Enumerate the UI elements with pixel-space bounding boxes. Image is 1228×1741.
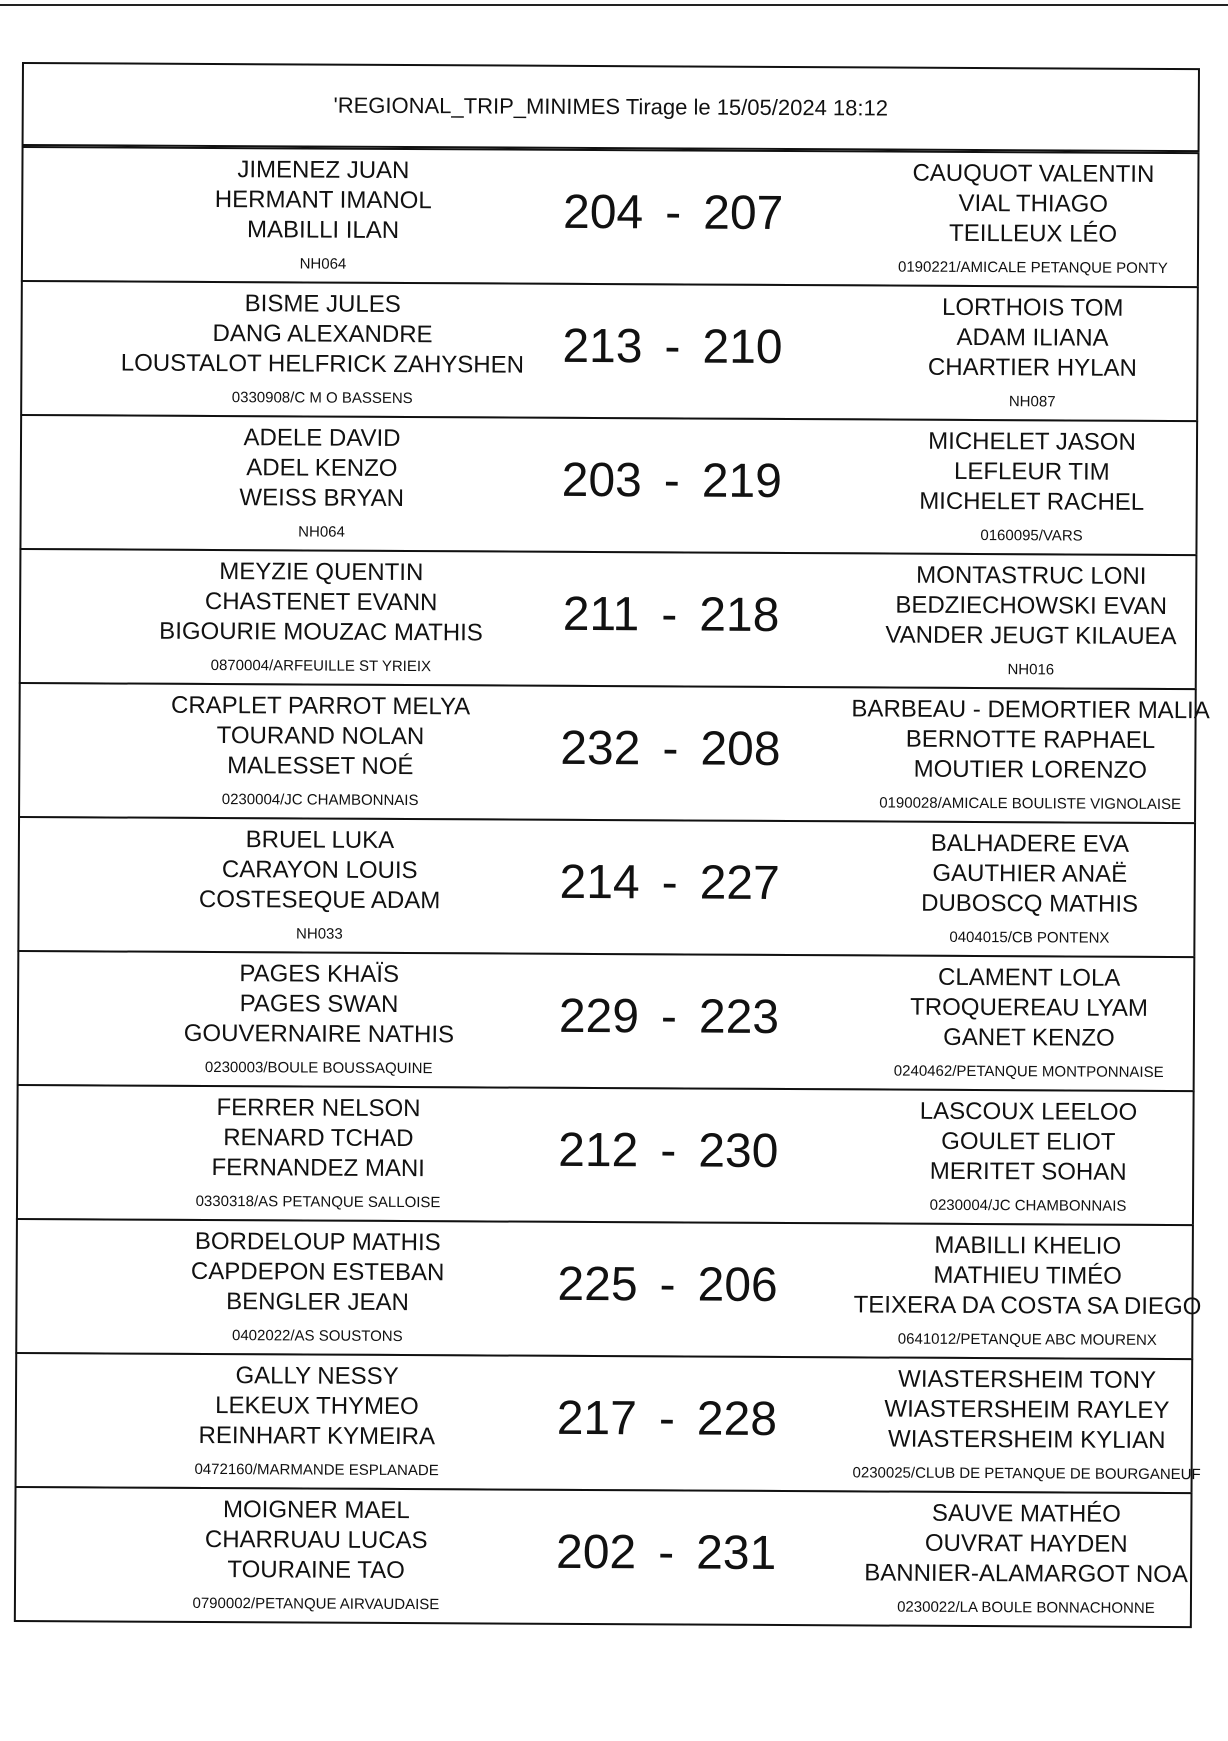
right-player-3: DUBOSCQ MATHIS — [921, 889, 1139, 918]
sheet-title: 'REGIONAL_TRIP_MINIMES Tirage le 15/05/2024 18:12 — [333, 92, 889, 121]
versus-dash: - — [660, 1124, 677, 1178]
left-player-1: MEYZIE QUENTIN — [219, 558, 424, 587]
right-team-number: 207 — [703, 186, 784, 240]
left-player-3: LOUSTALOT HELFRICK ZAHYSHEN — [120, 349, 525, 379]
left-team — [106, 1488, 527, 1622]
left-player-2: DANG ALEXANDRE — [212, 320, 433, 349]
right-player-1: LASCOUX LEELOO — [919, 1097, 1138, 1126]
left-club: NH033 — [296, 925, 343, 943]
left-club: 0402022/AS SOUSTONS — [231, 1327, 403, 1346]
left-player-3: REINHART KYMEIRA — [198, 1421, 436, 1451]
left-player-3: BIGOURIE MOUZAC MATHIS — [159, 617, 483, 647]
right-club: 0190028/AMICALE BOULISTE VIGNOLAISE — [879, 794, 1182, 814]
right-team — [818, 1090, 1228, 1224]
left-player-3: MABILLI ILAN — [247, 216, 400, 244]
team-numbers — [519, 989, 819, 1047]
right-team-number: 208 — [700, 722, 781, 776]
left-player-3: GOUVERNAIRE NATHIS — [183, 1019, 455, 1049]
right-player-3: TEILLEUX LÉO — [948, 219, 1118, 248]
right-player-3: GANET KENZO — [943, 1023, 1115, 1052]
left-team-number: 213 — [562, 319, 643, 374]
match-row — [17, 816, 1196, 958]
team-numbers — [521, 587, 821, 645]
team-numbers — [523, 185, 823, 243]
left-club: 0870004/ARFEUILLE ST YRIEIX — [210, 656, 432, 676]
right-team-number: 218 — [699, 588, 780, 642]
right-player-3: BANNIER-ALAMARGOT NOA — [864, 1559, 1188, 1589]
team-numbers — [518, 1123, 818, 1181]
left-player-1: CRAPLET PARROT MELYA — [170, 691, 471, 721]
versus-dash: - — [662, 722, 679, 776]
right-player-1: WIASTERSHEIM TONY — [898, 1365, 1157, 1394]
left-player-1: PAGES KHAÏS — [239, 960, 400, 988]
left-club: 0230003/BOULE BOUSSAQUINE — [204, 1058, 433, 1078]
left-player-1: MOIGNER MAEL — [222, 1496, 410, 1525]
left-team-number: 225 — [557, 1257, 638, 1312]
match-row — [15, 1218, 1202, 1360]
right-player-3: TEIXERA DA COSTA SA DIEGO — [853, 1291, 1202, 1321]
right-player-2: MATHIEU TIMÉO — [933, 1261, 1122, 1290]
right-club: 0230004/JC CHAMBONNAIS — [929, 1196, 1127, 1215]
left-club: 0472160/MARMANDE ESPLANADE — [194, 1460, 439, 1480]
left-player-1: BRUEL LUKA — [245, 826, 395, 854]
left-team-number: 204 — [562, 185, 644, 240]
left-player-2: ADEL KENZO — [246, 454, 398, 482]
left-team — [109, 952, 530, 1086]
left-team-number: 229 — [558, 989, 640, 1044]
right-team-number: 210 — [702, 320, 783, 374]
team-numbers — [522, 453, 822, 511]
left-club: 0330908/C M O BASSENS — [231, 389, 413, 408]
left-player-2: TOURAND NOLAN — [216, 722, 425, 751]
right-player-1: MABILLI KHELIO — [934, 1231, 1122, 1260]
right-player-2: BEDZIECHOWSKI EVAN — [895, 591, 1168, 621]
right-team — [822, 286, 1228, 420]
left-player-1: FERRER NELSON — [216, 1094, 421, 1123]
right-player-1: CLAMENT LOLA — [937, 963, 1121, 992]
versus-dash: - — [661, 588, 678, 642]
left-player-1: JIMENEZ JUAN — [237, 156, 410, 185]
left-player-3: BENGLER JEAN — [226, 1288, 409, 1317]
left-team-number: 232 — [560, 721, 641, 776]
right-player-1: BARBEAU - DEMORTIER MALIA — [851, 695, 1210, 725]
left-player-3: MALESSET NOÉ — [227, 752, 414, 781]
left-team — [113, 148, 534, 282]
left-team-number: 214 — [559, 855, 640, 910]
match-row — [19, 414, 1198, 556]
left-player-1: ADELE DAVID — [243, 424, 401, 452]
right-club: 0230022/LA BOULE BONNACHONNE — [897, 1598, 1155, 1617]
right-team — [819, 956, 1228, 1090]
left-team — [112, 282, 533, 416]
versus-dash: - — [661, 856, 678, 910]
draw-sheet — [14, 62, 1210, 1658]
left-club: 0330318/AS PETANQUE SALLOISE — [195, 1192, 441, 1212]
right-team-number: 223 — [698, 990, 780, 1044]
right-player-3: WIASTERSHEIM KYLIAN — [888, 1425, 1166, 1455]
right-team — [817, 1358, 1228, 1492]
right-player-3: MERITET SOHAN — [929, 1157, 1127, 1186]
left-player-2: PAGES SWAN — [239, 990, 399, 1018]
left-club: NH064 — [299, 255, 347, 273]
right-player-3: VANDER JEUGT KILAUEA — [885, 621, 1177, 651]
right-player-2: GAUTHIER ANAË — [932, 859, 1128, 888]
right-club: 0404015/CB PONTENX — [949, 928, 1110, 947]
right-player-1: SAUVE MATHÉO — [931, 1499, 1121, 1528]
left-team-number: 217 — [556, 1391, 638, 1446]
left-team-number: 211 — [562, 587, 640, 642]
match-row — [19, 548, 1198, 690]
team-numbers — [522, 319, 822, 377]
left-team — [111, 550, 532, 684]
right-player-2: TROQUEREAU LYAM — [910, 993, 1149, 1022]
right-team — [819, 822, 1228, 956]
left-player-2: CHARRUAU LUCAS — [204, 1525, 428, 1555]
versus-dash: - — [660, 990, 678, 1044]
right-team-number: 230 — [698, 1124, 779, 1178]
right-team — [821, 554, 1228, 688]
left-player-2: HERMANT IMANOL — [214, 186, 432, 215]
right-team — [820, 688, 1228, 822]
left-player-1: BORDELOUP MATHIS — [194, 1227, 441, 1257]
match-row — [18, 682, 1210, 824]
left-team — [108, 1086, 529, 1220]
right-player-2: OUVRAT HAYDEN — [924, 1529, 1128, 1558]
left-team — [111, 416, 532, 550]
right-team — [823, 152, 1228, 286]
left-player-3: TOURAINE TAO — [227, 1556, 405, 1585]
team-numbers — [517, 1391, 817, 1449]
left-player-3: COSTESEQUE ADAM — [198, 885, 441, 915]
left-team-number: 202 — [555, 1525, 637, 1580]
left-team — [109, 818, 530, 952]
right-club: NH016 — [1007, 661, 1055, 679]
team-numbers — [520, 721, 820, 779]
versus-dash: - — [658, 1526, 675, 1580]
right-player-2: BERNOTTE RAPHAEL — [905, 725, 1156, 754]
scan-edge-line — [0, 4, 1228, 6]
right-team — [817, 1224, 1228, 1358]
right-club: 0190221/AMICALE PETANQUE PONTY — [897, 258, 1168, 278]
sheet-header — [22, 62, 1200, 152]
versus-dash: - — [658, 1392, 676, 1446]
right-player-1: LORTHOIS TOM — [941, 293, 1124, 322]
team-numbers — [517, 1257, 817, 1315]
left-player-1: BISME JULES — [244, 290, 401, 318]
right-team-number: 206 — [697, 1258, 778, 1312]
versus-dash: - — [663, 454, 680, 508]
left-team-number: 212 — [558, 1123, 639, 1178]
right-club: 0230025/CLUB DE PETANQUE DE BOURGANEUF — [852, 1464, 1201, 1484]
left-club: 0790002/PETANQUE AIRVAUDAISE — [192, 1594, 440, 1614]
right-player-3: CHARTIER HYLAN — [927, 353, 1137, 382]
right-club: 0641012/PETANQUE ABC MOURENX — [897, 1330, 1157, 1349]
left-team — [107, 1220, 528, 1354]
team-numbers — [520, 855, 820, 913]
right-player-2: WIASTERSHEIM RAYLEY — [884, 1395, 1170, 1425]
right-player-3: MOUTIER LORENZO — [913, 755, 1148, 784]
right-player-2: ADAM ILIANA — [956, 323, 1109, 352]
left-player-3: WEISS BRYAN — [239, 484, 405, 513]
left-player-1: GALLY NESSY — [235, 1362, 399, 1390]
left-player-2: LEKEUX THYMEO — [215, 1392, 419, 1421]
left-club: 0230004/JC CHAMBONNAIS — [221, 791, 419, 810]
left-team — [107, 1354, 528, 1488]
versus-dash: - — [659, 1258, 676, 1312]
right-player-2: LEFLEUR TIM — [954, 457, 1110, 486]
right-team-number: 219 — [701, 454, 783, 508]
right-team — [821, 420, 1228, 554]
right-player-1: BALHADERE EVA — [930, 829, 1130, 858]
left-team-number: 203 — [561, 453, 642, 508]
right-club: 0160095/VARS — [980, 527, 1083, 545]
right-player-2: GOULET ELIOT — [941, 1127, 1116, 1156]
left-player-2: CAPDEPON ESTEBAN — [190, 1257, 445, 1287]
right-team-number: 228 — [696, 1392, 778, 1446]
right-team-number: 227 — [699, 856, 780, 910]
right-team-number: 231 — [696, 1526, 777, 1580]
left-team — [110, 684, 531, 818]
versus-dash: - — [664, 320, 681, 374]
right-player-1: MONTASTRUC LONI — [916, 561, 1147, 590]
match-row — [16, 1084, 1195, 1226]
match-row — [14, 1486, 1193, 1628]
right-player-2: VIAL THIAGO — [958, 189, 1109, 218]
match-row — [17, 950, 1196, 1092]
right-player-1: MICHELET JASON — [928, 427, 1136, 456]
right-club: 0240462/PETANQUE MONTPONNAISE — [893, 1062, 1164, 1081]
match-row — [20, 280, 1199, 422]
team-numbers — [516, 1525, 816, 1583]
right-team — [816, 1492, 1228, 1626]
right-club: NH087 — [1008, 393, 1056, 411]
left-club: NH064 — [298, 523, 345, 541]
left-player-3: FERNANDEZ MANI — [211, 1154, 425, 1183]
match-row — [15, 1352, 1201, 1494]
right-player-1: CAUQUOT VALENTIN — [912, 159, 1155, 188]
versus-dash: - — [665, 186, 682, 240]
left-player-2: RENARD TCHAD — [223, 1124, 414, 1153]
left-player-2: CHASTENET EVANN — [204, 587, 438, 617]
right-player-3: MICHELET RACHEL — [919, 487, 1145, 516]
left-player-2: CARAYON LOUIS — [221, 856, 418, 885]
match-row — [21, 146, 1200, 288]
